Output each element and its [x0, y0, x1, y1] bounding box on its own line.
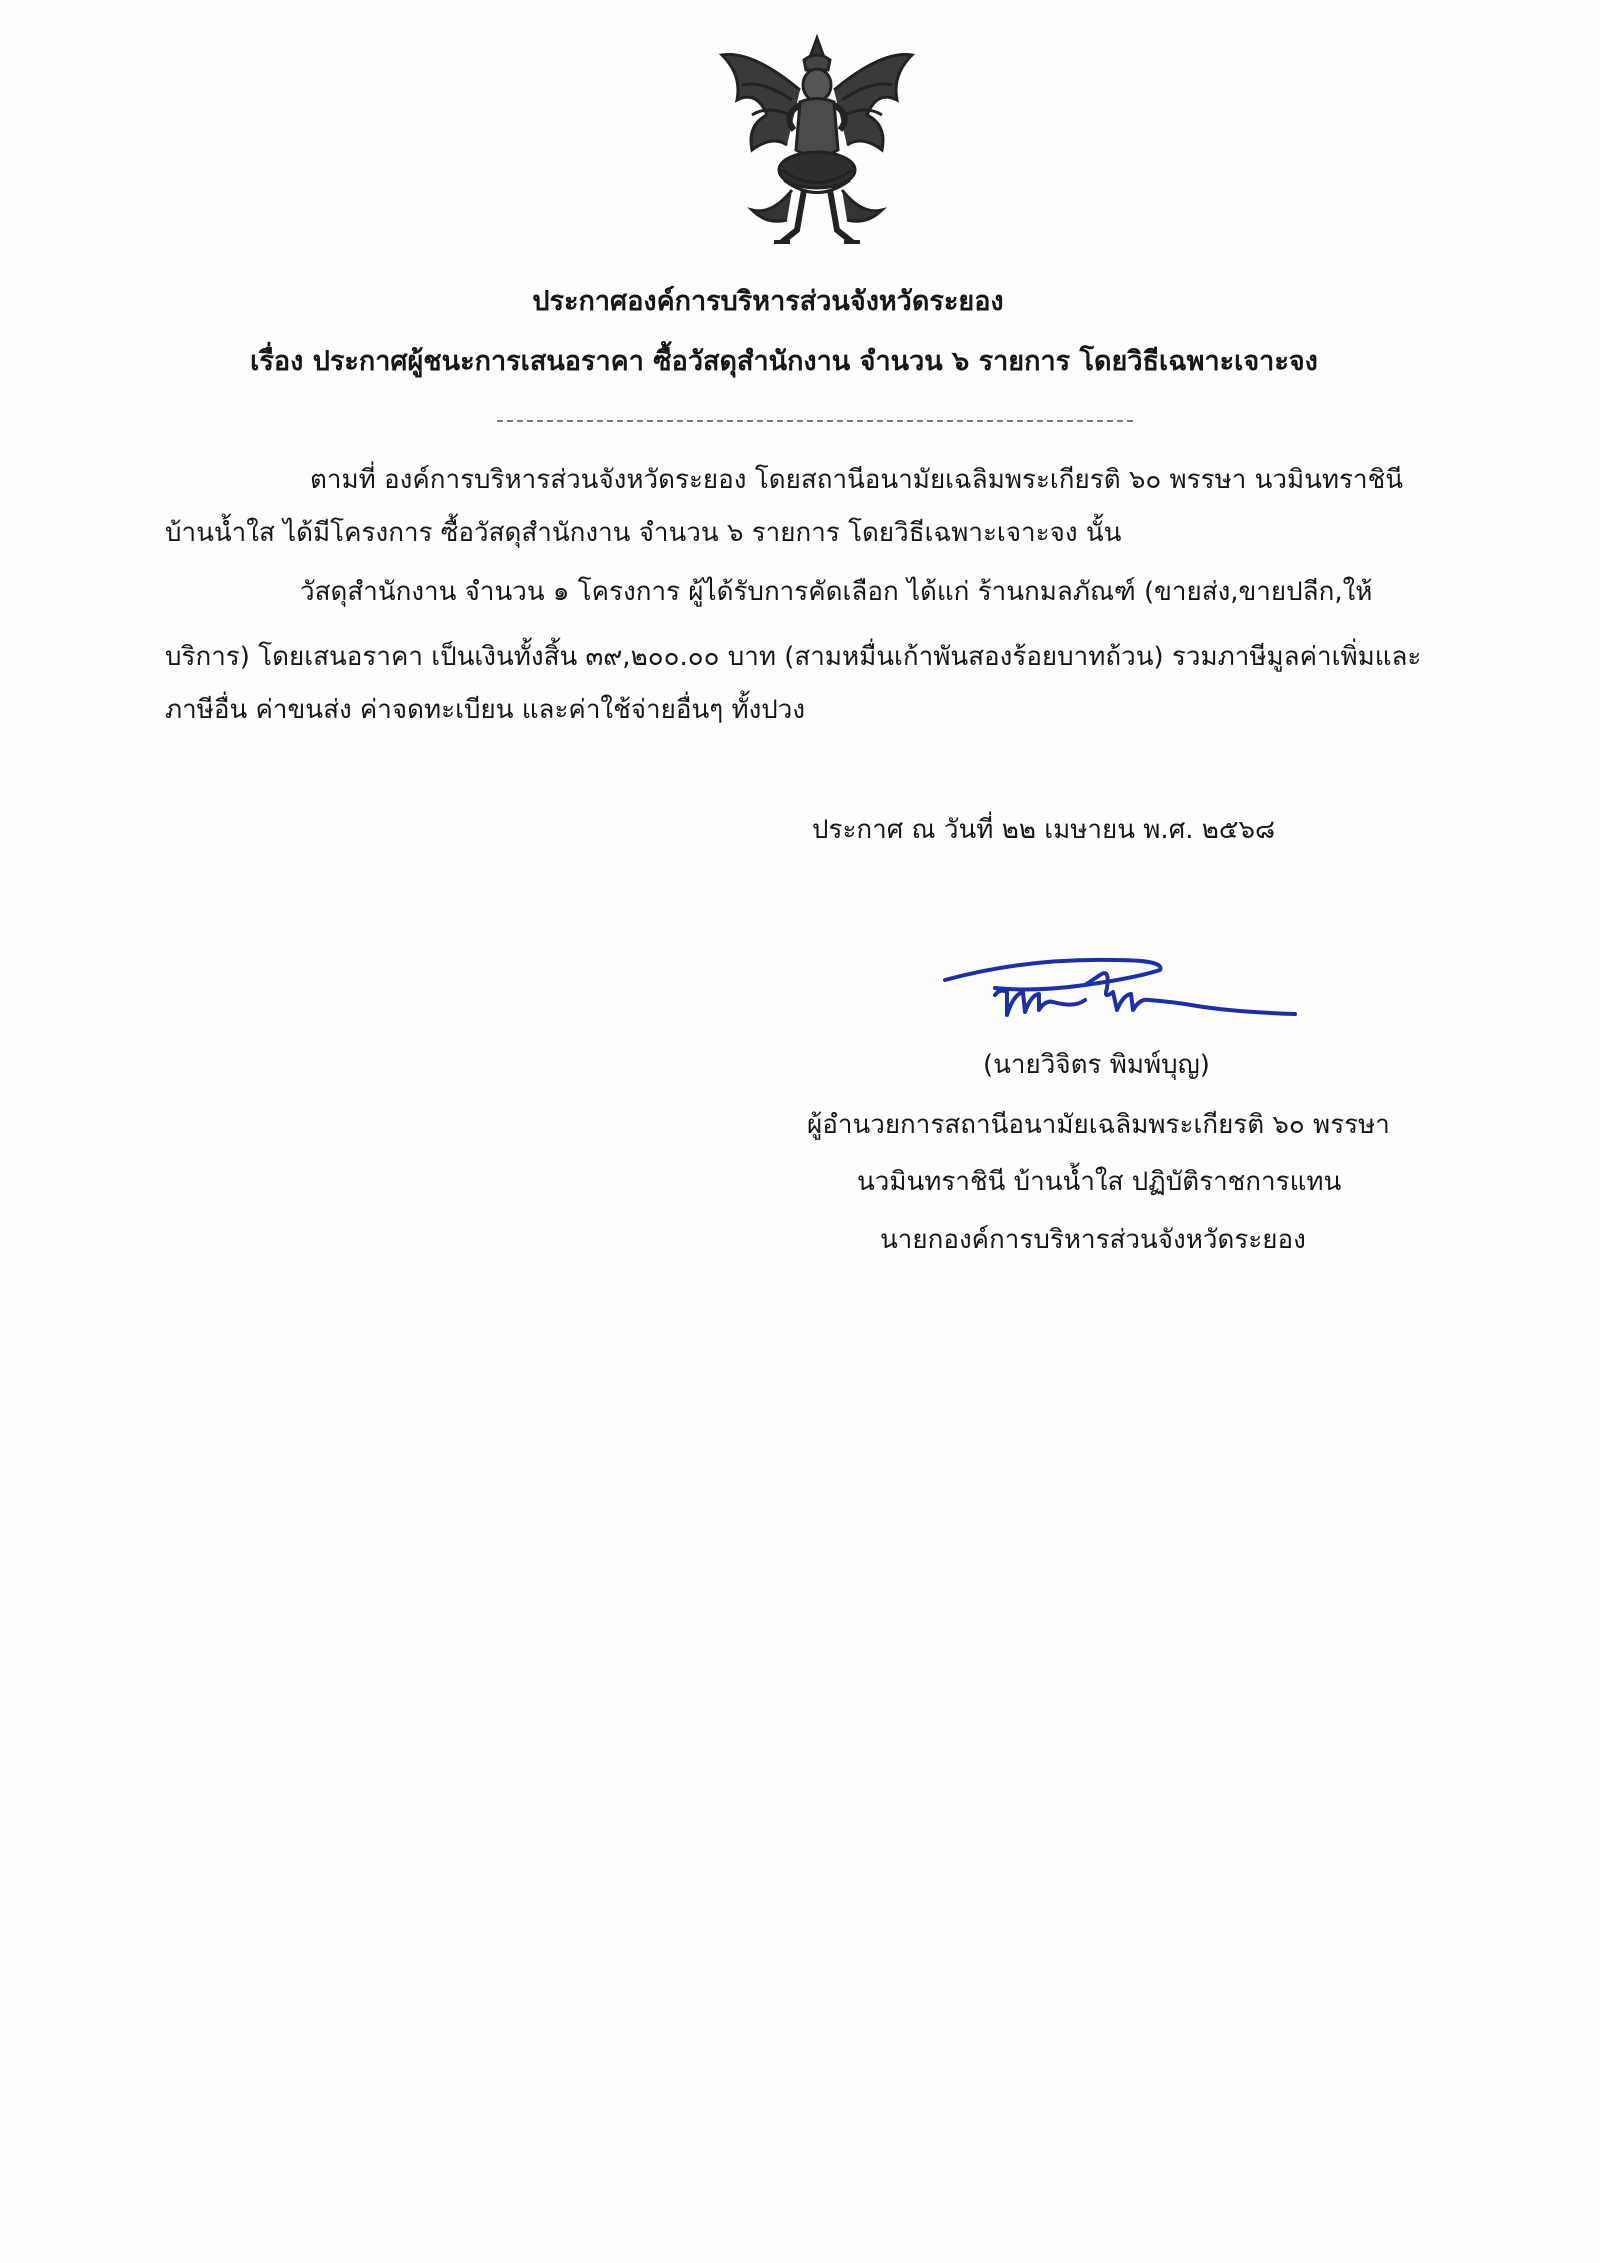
handwritten-signature-icon: [935, 940, 1315, 1050]
announcement-title: ประกาศองค์การบริหารส่วนจังหวัดระยอง: [532, 286, 1004, 317]
body-line: วัสดุสำนักงาน จำนวน ๑ โครงการ ผู้ได้รับการคัดเลือก ได้แก่ ร้านกมลภัณฑ์ (ขายส่ง,ขายปลีก,ให้: [300, 577, 1373, 607]
garuda-emblem-icon: [712, 30, 922, 255]
announcement-subject: เรื่อง ประกาศผู้ชนะการเสนอราคา ซื้อวัสดุสำนักงาน จำนวน ๖ รายการ โดยวิธีเฉพาะเจาะจง: [250, 346, 1318, 377]
signatory-position: ผู้อำนวยการสถานีอนามัยเฉลิมพระเกียรติ ๖๐ พรรษา: [807, 1110, 1390, 1140]
body-line: ภาษีอื่น ค่าขนส่ง ค่าจดทะเบียน และค่าใช้จ่ายอื่นๆ ทั้งปวง: [165, 695, 806, 725]
signatory-position: นวมินทราชินี บ้านน้ำใส ปฏิบัติราชการแทน: [857, 1167, 1342, 1197]
signatory-position: นายกองค์การบริหารส่วนจังหวัดระยอง: [880, 1225, 1306, 1255]
signatory-name: (นายวิจิตร พิมพ์บุญ): [983, 1050, 1210, 1080]
body-line: บ้านน้ำใส ได้มีโครงการ ซื้อวัสดุสำนักงาน จำนวน ๖ รายการ โดยวิธีเฉพาะเจาะจง นั้น: [165, 518, 1122, 548]
announcement-date: ประกาศ ณ วันที่ ๒๒ เมษายน พ.ศ. ๒๕๖๘: [812, 815, 1276, 845]
body-line: ตามที่ องค์การบริหารส่วนจังหวัดระยอง โดยสถานีอนามัยเฉลิมพระเกียรติ ๖๐ พรรษา นวมินทราชินี: [310, 465, 1404, 495]
body-line: บริการ) โดยเสนอราคา เป็นเงินทั้งสิ้น ๓๙,๒๐๐.๐๐ บาท (สามหมื่นเก้าพันสองร้อยบาทถ้วน) รวมภาษีมูลค่าเพิ่มและ: [165, 642, 1422, 672]
title-divider: [497, 420, 1133, 422]
